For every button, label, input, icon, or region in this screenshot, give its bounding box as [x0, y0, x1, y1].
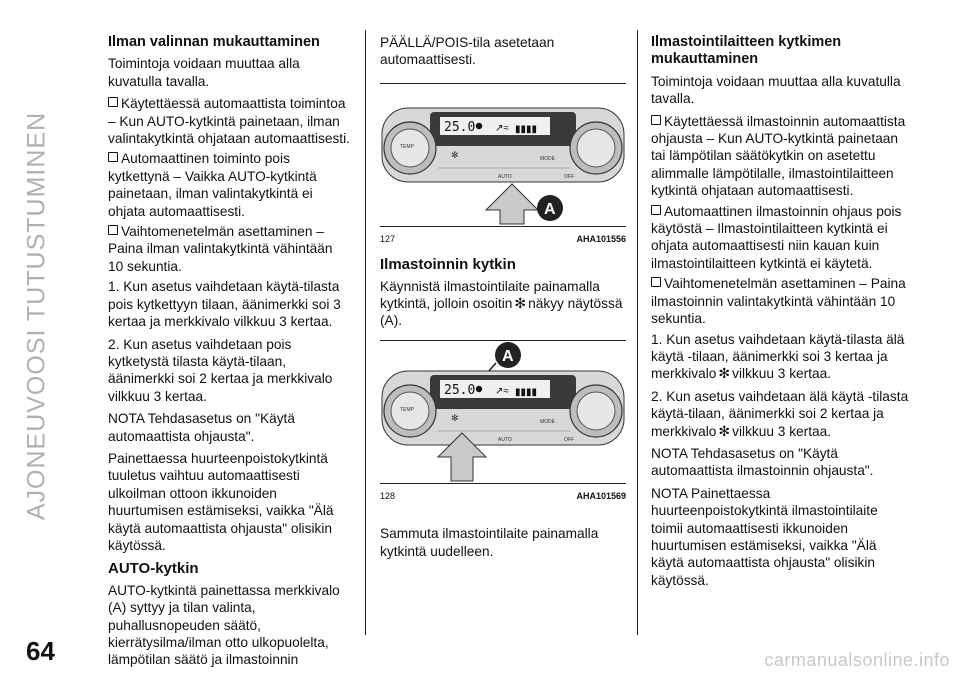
square-bullet-icon	[651, 115, 661, 125]
square-bullet-icon	[651, 277, 661, 287]
watermark: carmanualsonline.info	[764, 650, 950, 670]
svg-text:▮▮▮▮: ▮▮▮▮	[515, 123, 538, 135]
square-bullet-icon	[651, 205, 661, 215]
bullet-item: Vaihtomenetelmän asettaminen – Paina ilmastoinnin valintakytkintä vähintään 10 sekuntia.	[651, 276, 906, 327]
figure-number: 127	[380, 233, 396, 244]
figure-code: AHA101569	[576, 490, 626, 501]
paragraph: Toimintoja voidaan muuttaa alla kuvatulla tavalla.	[651, 73, 901, 107]
paragraph: 2. Kun asetus vaihdetaan älä käytä -tilasta käytä-tilaan, äänimerkki soi 2 kertaa ja merkkivalo ✻ vilkkuu 3 kertaa.	[651, 388, 909, 439]
page-number: 64	[26, 636, 55, 666]
paragraph: AUTO-kytkintä painettassa merkkivalo (A) syttyy ja tilan valinta, puhallusnopeuden säätö, kierrätysilma/ilman otto ulkopuolelta, lämpötilan säätö ja ilmastoinnin	[108, 582, 340, 668]
svg-text:A: A	[544, 200, 556, 218]
svg-text:✻: ✻	[451, 412, 459, 423]
bullet-item: Automaattinen ilmastoinnin ohjaus pois käytöstä – Ilmastointilaitteen kytkintä ei ohjata automaattisesti niin kauan kuin ilmastointilaitteen kytkintä ei käytetä.	[651, 203, 902, 271]
bullet-item: Käytettäessä automaattista toimintoa – Kun AUTO-kytkintä painetaan, ilman valintakytkintä ohjataan automaattisesti.	[108, 96, 350, 147]
section-heading-auto-switch: AUTO-kytkin	[108, 560, 199, 578]
figure-caption	[380, 483, 626, 505]
figure-number: 128	[380, 490, 396, 501]
svg-text:▮▮▮▮: ▮▮▮▮	[515, 386, 538, 398]
paragraph: Sammuta ilmastointilaite painamalla kytkintä uudelleen.	[380, 526, 599, 559]
svg-text:OFF: OFF	[564, 173, 574, 180]
section-heading-ac-switch: Ilmastoinnin kytkin	[380, 256, 516, 274]
note: NOTA Tehdasasetus on "Käytä automaattista ohjausta".	[108, 411, 295, 444]
column-3	[651, 34, 909, 594]
svg-text:OFF: OFF	[564, 436, 574, 443]
section-heading-ac-customize: Ilmastointilaitteen kytkimen mukauttaminen	[651, 34, 842, 68]
fan-icon: ✻	[718, 365, 731, 382]
note: NOTA Tehdasasetus on "Käytä automaattista ilmastoinnin ohjausta".	[651, 445, 874, 479]
note: NOTA Painettaessa huurteenpoistokytkintä ilmastointilaite toimii automaattisesti ikkunoiden huurtumisen estämiseksi, vaikka "Älä käytä automaattista ohjausta" olisikin käytössä.	[651, 485, 878, 588]
side-title	[22, 36, 52, 596]
square-bullet-icon	[108, 97, 118, 107]
svg-text:AUTO: AUTO	[498, 173, 512, 180]
figure-code: AHA101556	[576, 233, 626, 244]
arrow-pointer-icon	[486, 184, 538, 224]
figure-caption	[380, 226, 626, 248]
paragraph: PÄÄLLÄ/POIS-tila asetetaan automaattisesti.	[380, 35, 555, 68]
svg-text:MODE: MODE	[540, 155, 555, 162]
paragraph: 1. Kun asetus vaihdetaan käytä-tilasta älä käytä -tilaan, äänimerkki soi 3 kertaa ja merkkivalo ✻ vilkkuu 3 kertaa.	[651, 331, 905, 382]
square-bullet-icon	[108, 225, 118, 235]
svg-text:AUTO: AUTO	[498, 436, 512, 443]
svg-text:25.0: 25.0	[444, 382, 476, 398]
display-temp-text: 25.0	[444, 119, 476, 135]
svg-text:↗≈: ↗≈	[495, 122, 509, 134]
square-bullet-icon	[108, 152, 118, 162]
column-2	[380, 34, 626, 565]
svg-text:✻: ✻	[451, 149, 459, 160]
paragraph: Painettaessa huurteenpoistokytkintä tuuletus vaihtuu automaattisesti ulkoilman ottoon ikkunoiden huurtumisen estämiseksi, vaikka "Älä käytä automaattista ohjausta" olisikin käytössä.	[108, 450, 334, 553]
svg-text:A: A	[502, 347, 514, 365]
fan-icon	[476, 123, 482, 129]
climate-panel-illustration	[380, 84, 626, 226]
fan-icon: ✻	[514, 295, 527, 312]
svg-text:TEMP: TEMP	[400, 143, 414, 150]
section-heading-air-selection: Ilman valinnan mukauttaminen	[108, 34, 320, 50]
climate-panel-illustration	[380, 341, 626, 483]
column-divider-1	[365, 30, 366, 635]
fan-icon: ✻	[718, 422, 731, 439]
svg-text:MODE: MODE	[540, 418, 555, 425]
bullet-item: Vaihtomenetelmän asettaminen – Paina ilman valintakytkintä vähintään 10 sekuntia.	[108, 224, 333, 274]
column-1	[108, 34, 350, 674]
svg-text:TEMP: TEMP	[400, 406, 414, 413]
paragraph: Käynnistä ilmastointilaite painamalla kytkintä, jolloin osoitin ✻ näkyy näytössä (A).	[380, 278, 623, 329]
paragraph: Toimintoja voidaan muuttaa alla kuvatulla tavalla.	[108, 56, 300, 89]
paragraph: 2. Kun asetus vaihdetaan pois kytketystä tilasta käytä-tilaan, äänimerkki soi 2 kertaa ja merkkivalo vilkkuu 3 kertaa.	[108, 336, 333, 404]
figure-128	[380, 340, 626, 505]
side-title-text: AJONEUVOOSI TUTUSTUMINEN	[22, 111, 51, 521]
bullet-item: Käytettäessä ilmastoinnin automaattista ohjausta – Kun AUTO-kytkintä painetaan tai lämpötilan säätökytkin on asetettu alimmalle lämpötilalle, ilmastointilaitteen kytkintä ohjataan automaattisesti.	[651, 113, 906, 199]
bullet-item: Automaattinen toiminto pois kytkettynä – Vaikka AUTO-kytkintä painetaan, ilman valintakytkintä ei ohjata automaattisesti.	[108, 151, 317, 219]
column-divider-2	[637, 30, 638, 635]
svg-text:↗≈: ↗≈	[495, 385, 509, 397]
figure-127	[380, 83, 626, 248]
paragraph: 1. Kun asetus vaihdetaan käytä-tilasta pois kytkettyyn tilaan, äänimerkki soi 3 kertaa ja merkkivalo vilkkuu 3 kertaa.	[108, 279, 341, 330]
fan-icon	[476, 386, 482, 392]
